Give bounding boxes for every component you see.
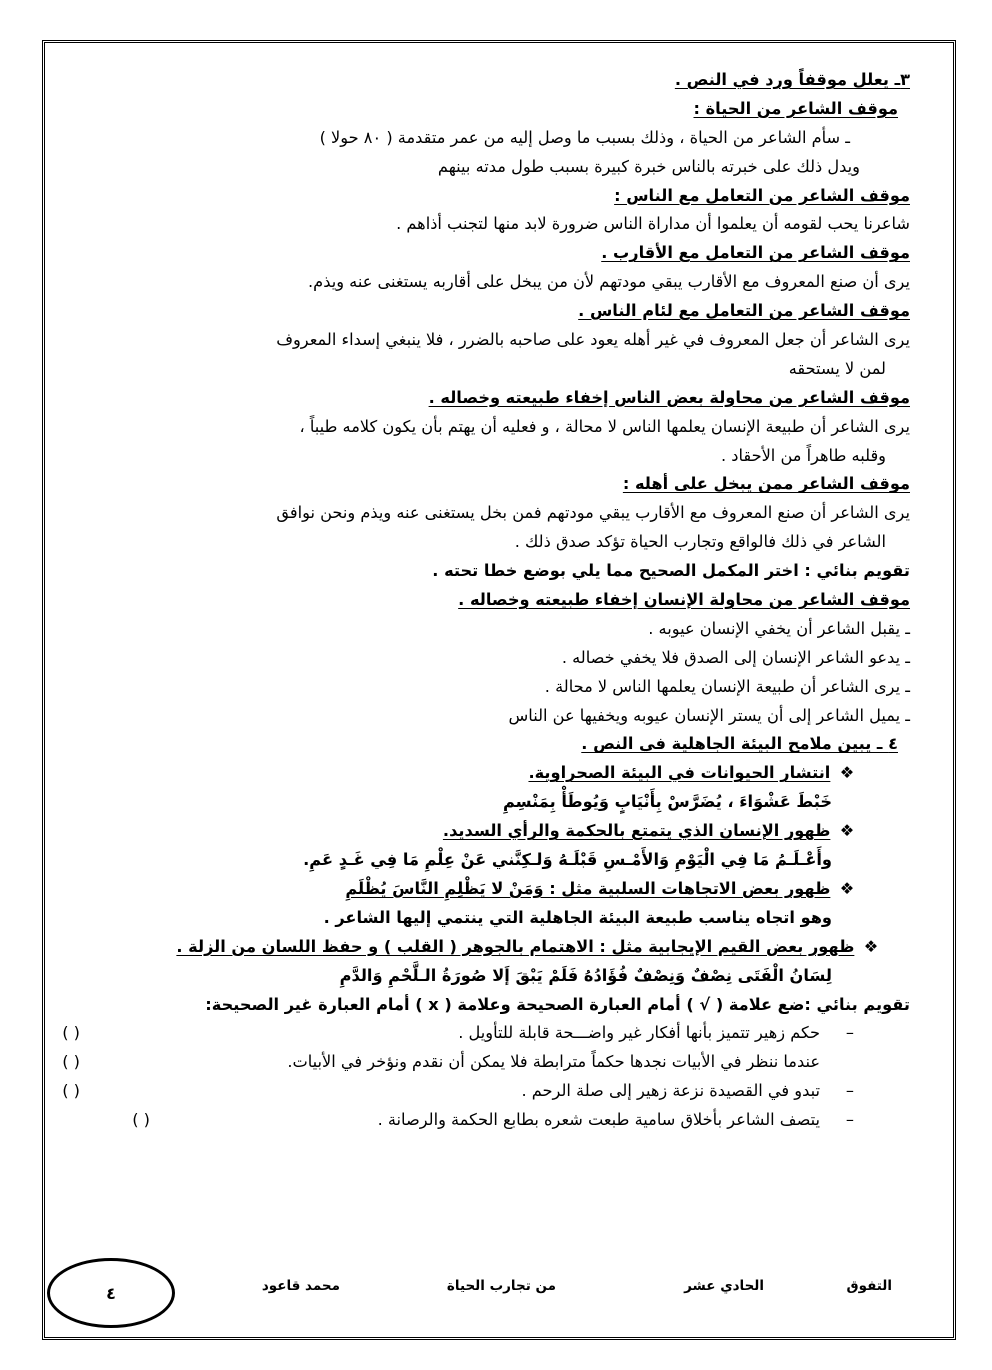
paragraph-line: ـ سأم الشاعر من الحياة ، وذلك بسبب ما وصل إليه من عمر متقدمة ( ٨٠ حولا ) <box>319 127 850 147</box>
diamond-bullet-icon: ❖ <box>839 821 855 841</box>
section-heading: ٣ـ يعلل موقفاً ورد في النص . <box>674 70 910 89</box>
bullet-text: ظهور بعض القيم الإيجابية مثل : الاهتمام بالجوهر ( القلب ) و حفظ اللسان من الزلة . <box>176 936 855 956</box>
answer-blank[interactable]: ( ) <box>62 1023 80 1043</box>
subsection-heading: موقف الشاعر من الحياة : <box>693 98 898 118</box>
diamond-bullet-icon: ❖ <box>839 763 855 783</box>
item-text: حكم زهير تتميز بأنها أفكار غير واضـــحة قابلة للتأويل . <box>458 1023 820 1043</box>
paragraph-line: وقلبه طاهراً من الأحقاد . <box>720 445 886 465</box>
choice-option[interactable]: ـ يدعو الشاعر الإنسان إلى الصدق فلا يخفي خصاله . <box>58 644 910 673</box>
document-body <box>58 66 910 1135</box>
section-heading: ٤ ـ يبين ملامح البيئة الجاهلية في النص . <box>581 734 898 754</box>
item-dash: – <box>845 1023 854 1043</box>
footer-unit: من تجارب الحياة <box>446 1278 556 1294</box>
choice-option[interactable]: ـ يقبل الشاعر أن يخفي الإنسان عيوبه . <box>58 615 910 644</box>
paragraph-line: شاعرنا يحب لقومه أن يعلموا أن مداراة الناس ضرورة لابد منها لتجنب أذاهم . <box>396 214 910 234</box>
paragraph-line: يرى الشاعر أن جعل المعروف في غير أهله يعود على صاحبه بالضرر ، فلا ينبغي إسداء المعروف <box>276 330 910 350</box>
true-false-item <box>58 1077 910 1106</box>
paragraph-line: يرى الشاعر أن طبيعة الإنسان يعلمها الناس لا محالة ، و فعليه أن يهتم بأن يكون كلامه طيباً ، <box>299 416 910 436</box>
choice-option[interactable]: ـ يميل الشاعر إلى أن يستر الإنسان عيوبه ويخفيها عن الناس <box>58 702 910 731</box>
paragraph-line: الشاعر في ذلك فالواقع وتجارب الحياة تؤكد صدق ذلك . <box>514 532 886 552</box>
answer-blank[interactable]: ( ) <box>62 1052 80 1072</box>
true-false-item <box>58 1019 910 1048</box>
subsection-heading: موقف الشاعر من التعامل مع الأقارب . <box>601 243 910 263</box>
subsection-heading: موقف الشاعر من التعامل مع لئام الناس . <box>578 301 910 321</box>
poetry-verse: لِسَانُ الْفَتَى نِصْفٌ وَنِصْفٌ فُؤَادُهُ فَلَمْ يَبْقَ إَلا صُورَةُ الـلَّحْمِ وَالدَّمِ <box>339 965 832 985</box>
true-false-item <box>58 1048 910 1077</box>
footer-author: محمد قاعود <box>261 1278 340 1294</box>
true-false-item <box>58 1106 910 1135</box>
bullet-item <box>58 759 910 788</box>
bullet-text: ظهور الإنسان الذي يتمتع بالحكمة والرأي السديد. <box>442 821 831 841</box>
paragraph-line: ويدل ذلك على خبرته بالناس خبرة كبيرة بسبب طول مدته بينهم <box>437 156 860 176</box>
item-dash: – <box>845 1081 854 1101</box>
item-dash: – <box>845 1110 854 1130</box>
paragraph-line: لمن لا يستحقه <box>788 358 886 378</box>
page-number: ٤ <box>106 1283 116 1303</box>
paragraph-line: يرى أن صنع المعروف مع الأقارب يبقي مودتهم لأن من يبخل على أقاربه يستغنى عنه ويذم. <box>308 272 910 292</box>
bullet-text: ظهور بعض الاتجاهات السلبية مثل : وَمَنْ لا يَظْلِمِ النَّاسَ يُظْلَمِ <box>345 878 831 898</box>
evaluation-instruction: تقويم بنائي : اختر المكمل الصحيح مما يلي بوضع خطا تحته . <box>432 561 910 581</box>
paragraph-line: يرى الشاعر أن صنع المعروف مع الأقارب يبقي مودتهم فمن بخل يستغنى عنه ويذم ونحن نوافق <box>276 503 910 523</box>
evaluation-heading: تقويم بنائي :ضع علامة ( √ ) أمام العبارة الصحيحة وعلامة ( x ) أمام العبارة غير الصحيحة: <box>205 994 910 1014</box>
answer-blank[interactable]: ( ) <box>62 1081 80 1101</box>
subsection-heading: موقف الشاعر ممن يبخل على أهله : <box>622 474 910 494</box>
subsection-heading: موقف الشاعر من محاولة الإنسان إخفاء طبيعته وخصاله . <box>458 590 910 610</box>
item-text: عندما ننظر في الأبيات نجدها حكماً مترابطة فلا يمكن أن نقدم ونؤخر في الأبيات. <box>287 1052 820 1072</box>
subsection-heading: موقف الشاعر من التعامل مع الناس : <box>614 185 910 205</box>
item-text: يتصف الشاعر بأخلاق سامية طبعت شعره بطابع الحكمة والرصانة . <box>377 1110 820 1130</box>
poetry-verse: وهو اتجاه يناسب طبيعة البيئة الجاهلية التي ينتمي إليها الشاعر . <box>323 907 832 927</box>
bullet-item <box>58 817 910 846</box>
answer-blank[interactable]: ( ) <box>132 1110 150 1130</box>
page-number-oval <box>47 1258 175 1328</box>
diamond-bullet-icon: ❖ <box>863 936 879 956</box>
poetry-verse: خَبْطَ عَشْوَاءَ ، يُضَرَّسْ بِأَنْيَابٍ وَيُوطَأْ بِمَنْسِمِ <box>502 792 832 812</box>
choice-option[interactable]: ـ يرى الشاعر أن طبيعة الإنسان يعلمها الناس لا محالة . <box>58 673 910 702</box>
item-text: تبدو في القصيدة نزعة زهير إلى صلة الرحم . <box>521 1081 820 1101</box>
footer-grade: الحادي عشر <box>684 1278 764 1294</box>
bullet-item <box>58 875 910 904</box>
subsection-heading: موقف الشاعر من محاولة بعض الناس إخفاء طبيعته وخصاله . <box>428 387 910 407</box>
bullet-text: انتشار الحيوانات في البيئة الصحراوية. <box>528 763 831 783</box>
poetry-verse: وأَعْـلَـمُ مَا فِي الْيَوْمِ وَالأَمْـسِ قَبْلَـهُ وَلـكِنَّني عَنْ عِلْمِ مَا فِي غَـدٍ عَمِ. <box>303 850 832 870</box>
bullet-item <box>58 933 910 962</box>
footer-subject: التفوق <box>846 1278 892 1294</box>
diamond-bullet-icon: ❖ <box>839 878 855 898</box>
